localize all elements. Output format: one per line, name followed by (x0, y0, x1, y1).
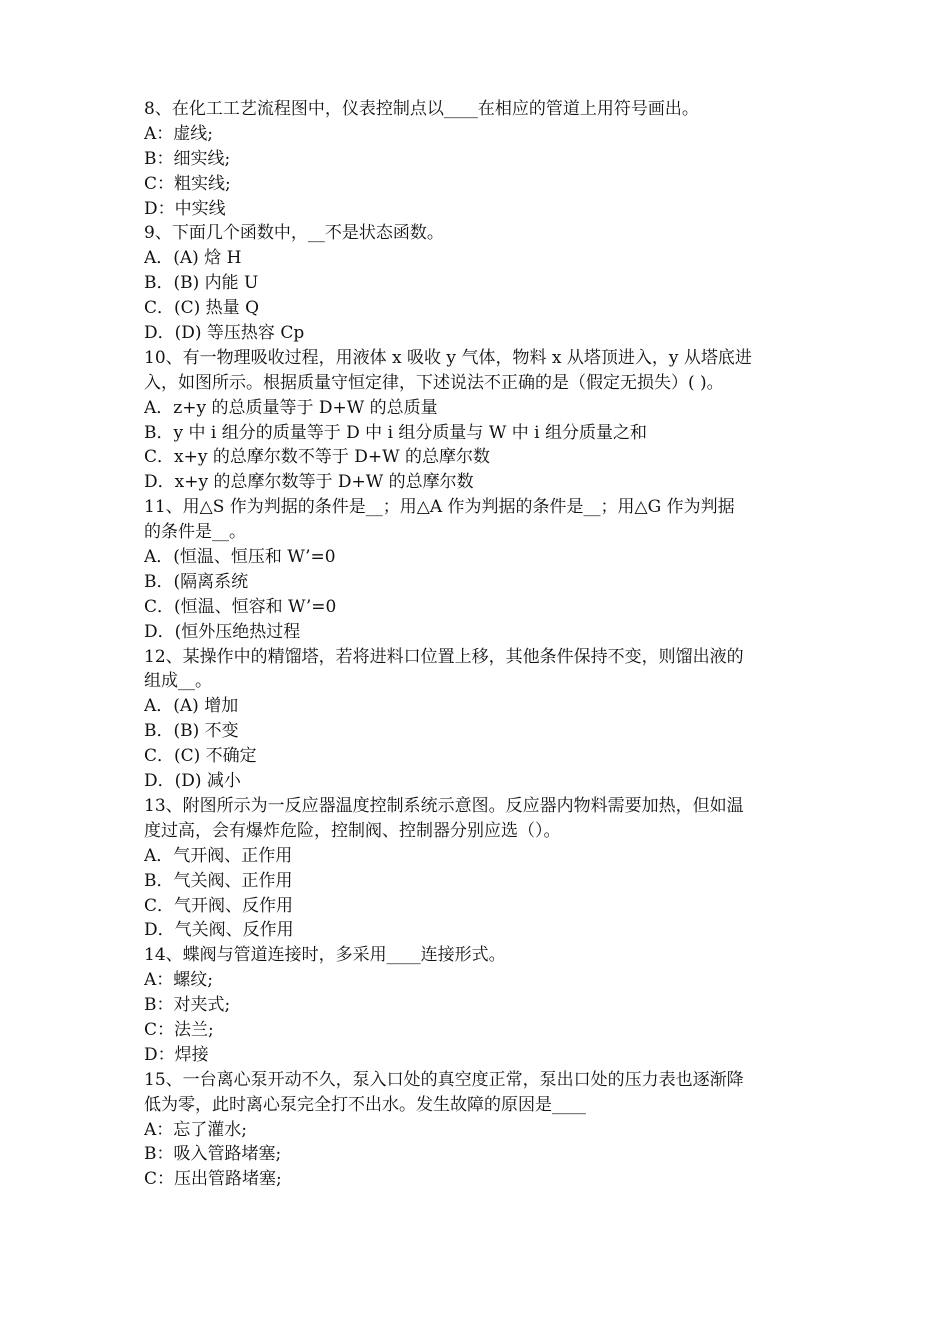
question-block (144, 495, 824, 644)
question-stem-line: 入，如图所示。根据质量守恒定律，下述说法不正确的是（假定无损失）( )。 (144, 372, 724, 393)
answer-option: B：细实线; (144, 148, 231, 169)
answer-option: C：粗实线; (144, 173, 231, 194)
question-stem-line: 低为零，此时离心泵完全打不出水。发生故障的原因是____ (144, 1094, 586, 1115)
question-stem-line: 14、蝶阀与管道连接时，多采用____连接形式。 (144, 945, 506, 966)
answer-option: B．气关阀、正作用 (144, 870, 293, 891)
answer-option: B．(B) 内能 U (144, 273, 259, 294)
question-block (144, 1068, 824, 1192)
answer-option: A．(A) 焓 H (144, 248, 242, 269)
question-stem-line: 13、附图所示为一反应器温度控制系统示意图。反应器内物料需要加热，但如温 (144, 795, 744, 816)
answer-option: C．气开阀、反作用 (144, 895, 294, 916)
question-block (144, 221, 824, 345)
answer-option: D．(恒外压绝热过程 (144, 621, 301, 642)
question-stem-line: 8、在化工工艺流程图中，仪表控制点以____在相应的管道上用符号画出。 (144, 99, 699, 119)
answer-option: D．(D) 减小 (144, 771, 241, 792)
question-stem-line: 12、某操作中的精馏塔，若将进料口位置上移，其他条件保持不变，则馏出液的 (144, 646, 744, 667)
question-stem-line: 10、有一物理吸收过程，用液体 x 吸收 y 气体，物料 x 从塔顶进入，y 从塔底进 (144, 347, 752, 368)
answer-option: D：中实线 (144, 198, 226, 219)
answer-option: A：虚线; (144, 123, 214, 144)
answer-option: B．y 中 i 组分的质量等于 D 中 i 组分质量与 W 中 i 组分质量之和 (144, 422, 647, 443)
question-block (144, 97, 824, 221)
answer-option: C．(恒温、恒容和 W’=0 (144, 596, 337, 617)
answer-option: D．x+y 的总摩尔数等于 D+W 的总摩尔数 (144, 472, 474, 493)
question-stem-line: 的条件是__。 (144, 522, 246, 543)
answer-option: B：对夹式; (144, 995, 231, 1016)
answer-option: B．(B) 不变 (144, 721, 239, 742)
question-list (144, 97, 824, 1192)
question-block (144, 943, 824, 1067)
question-block (144, 346, 824, 495)
question-stem-line: 15、一台离心泵开动不久，泵入口处的真空度正常，泵出口处的压力表也逐渐降 (144, 1069, 744, 1090)
answer-option: C．(C) 不确定 (144, 746, 257, 767)
answer-option: A：螺纹; (144, 970, 214, 991)
answer-option: C．(C) 热量 Q (144, 298, 260, 319)
question-stem-line: 9、下面几个函数中，__不是状态函数。 (144, 223, 444, 244)
answer-option: C．x+y 的总摩尔数不等于 D+W 的总摩尔数 (144, 447, 491, 468)
answer-option: D．(D) 等压热容 Cp (144, 323, 305, 344)
answer-option: A：忘了灌水; (144, 1119, 248, 1140)
question-block (144, 645, 824, 794)
question-stem-line: 度过高，会有爆炸危险，控制阀、控制器分别应选（）。 (144, 820, 561, 841)
answer-option: B：吸入管路堵塞; (144, 1144, 282, 1165)
answer-option: A．z+y 的总质量等于 D+W 的总质量 (144, 397, 438, 418)
answer-option: A．气开阀、正作用 (144, 845, 293, 866)
answer-option: A．(A) 增加 (144, 696, 239, 717)
answer-option: D：焊接 (144, 1044, 209, 1065)
answer-option: C：压出管路堵塞; (144, 1169, 282, 1190)
answer-option: C：法兰; (144, 1019, 214, 1040)
answer-option: B．(隔离系统 (144, 571, 249, 592)
answer-option: D．气关阀、反作用 (144, 920, 294, 941)
question-stem-line: 11、用△S 作为判据的条件是__；用△A 作为判据的条件是__；用△G 作为判据 (144, 497, 735, 518)
question-block (144, 794, 824, 943)
answer-option: A．(恒温、恒压和 W’=0 (144, 547, 336, 568)
question-stem-line: 组成__。 (144, 671, 212, 692)
